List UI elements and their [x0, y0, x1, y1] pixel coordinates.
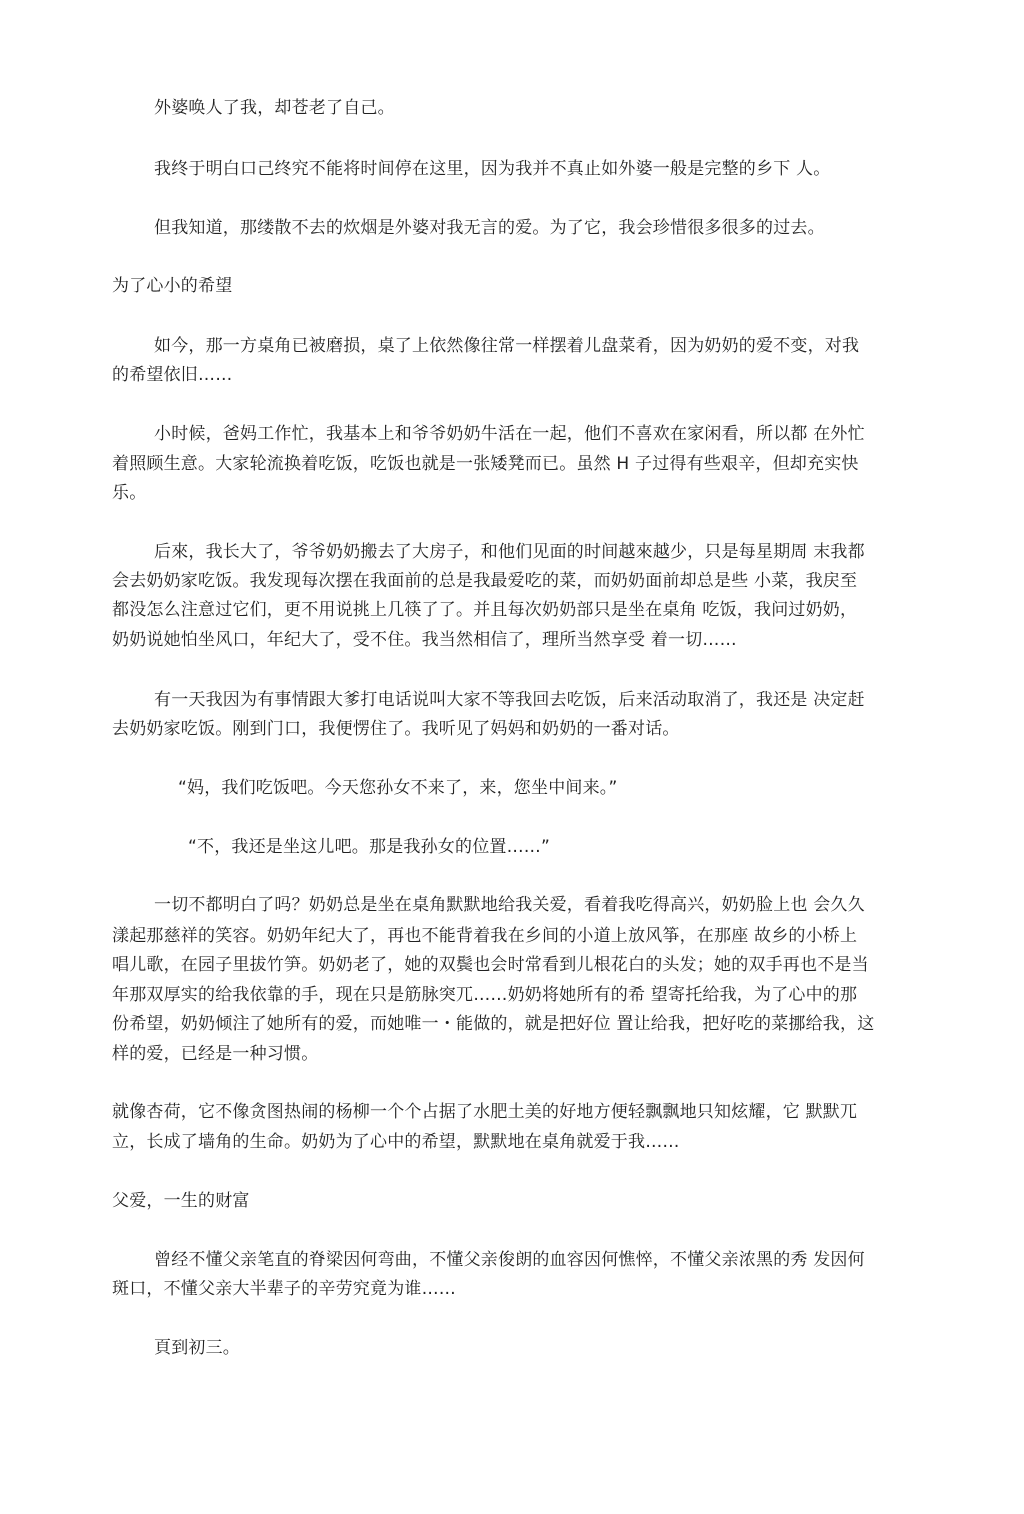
- paragraph-line: 如今，那一方桌角已被磨损，桌了上依然像往常一样摆着儿盘菜肴，因为奶奶的爱不变，对我: [154, 336, 860, 356]
- paragraph-line: 一切不都明白了吗？奶奶总是坐在桌角默默地给我关爱，看着我吃得高兴，奶奶脸上也 会久久: [154, 895, 865, 915]
- section-heading: 为了心小的希望: [112, 276, 233, 296]
- dialogue-line: “不，我还是坐这儿吧。那是我孙女的位置……”: [188, 837, 551, 857]
- paragraph-line: 都没怎么注意过它们，更不用说挑上几筷了了。并且每次奶奶部只是坐在桌角 吃饭，我问过奶奶，: [112, 600, 858, 620]
- paragraph-line: 份希望，奶奶倾注了她所有的爱，而她唯一・能做的，就是把好位 置让给我，把好吃的菜挪给我，这: [112, 1014, 875, 1034]
- dialogue-line: “妈，我们吃饭吧。今天您孙女不来了，来，您坐中间来。”: [178, 778, 618, 798]
- paragraph-line: 去奶奶家吃饭。刚到门口，我便愣住了。我听见了妈妈和奶奶的一番对话。: [112, 719, 680, 739]
- paragraph-line: 奶奶说她怕坐风口，年纪大了，受不住。我当然相信了，理所当然享受 着一切……: [112, 630, 737, 650]
- section-heading: 父爱，一生的财富: [112, 1191, 250, 1211]
- paragraph-line: 唱儿歌，在园子里拔竹笋。奶奶老了，她的双鬓也会时常看到儿根花白的头发；她的双手再也不是当: [112, 955, 869, 975]
- paragraph-line: 但我知道，那缕散不去的炊烟是外婆对我无言的爱。为了它，我会珍惜很多很多的过去。: [154, 218, 825, 238]
- paragraph-line: 立，长成了墙角的生命。奶奶为了心中的希望，默默地在桌角就爱于我……: [112, 1132, 680, 1152]
- paragraph-line: 后來，我长大了，爷爷奶奶搬去了大房子，和他们见面的时间越來越少，只是每星期周 末我都: [154, 542, 865, 562]
- paragraph-line: 年那双厚实的给我依靠的手，现在只是筋脉突兀……奶奶将她所有的希 望寄托给我，为了心中的那: [112, 985, 858, 1005]
- paragraph-line: 乐。: [112, 483, 147, 503]
- paragraph-line: 着照顾生意。大家轮流换着吃饭，吃饭也就是一张矮凳而已。虽然 H 子过得有些艰辛，但却充实快: [112, 454, 859, 474]
- paragraph-line: 漾起那慈祥的笑容。奶奶年纪大了，再也不能背着我在乡间的小道上放风筝，在那座 故乡的小桥上: [112, 926, 858, 946]
- paragraph-line: 外婆唤人了我，却苍老了自己。: [154, 98, 395, 118]
- paragraph-line: 样的爱，已经是一种习惯。: [112, 1044, 319, 1064]
- paragraph-line: 有一天我因为有事情跟大爹打电话说叫大家不等我回去吃饭，后来活动取消了，我还是 决定赶: [154, 690, 865, 710]
- paragraph-line: 頁到初三。: [154, 1338, 240, 1358]
- paragraph-line: 斑口，不懂父亲大半辈子的辛劳究竟为谁……: [112, 1279, 456, 1299]
- paragraph-line: 小时候，爸妈工作忙，我基本上和爷爷奶奶牛活在一起，他们不喜欢在家闲看，所以都 在外忙: [154, 424, 865, 444]
- paragraph-line: 就像杏荷，它不像贪图热闹的杨柳一个个占据了水肥土美的好地方便轻飘飘地只知炫耀，它 默默兀: [112, 1102, 858, 1122]
- paragraph-line: 的希望依旧……: [112, 365, 233, 385]
- paragraph-line: 我终于明白口己终究不能将时间停在这里，因为我并不真止如外婆一般是完整的乡下 人。: [154, 159, 831, 179]
- paragraph-line: 曾经不懂父亲笔直的脊梁因何弯曲，不懂父亲俊朗的血容因何憔悴，不懂父亲浓黑的秀 发因何: [154, 1250, 865, 1270]
- paragraph-line: 会去奶奶家吃饭。我发现每次摆在我面前的总是我最爱吃的菜，而奶奶面前却总是些 小菜，我戻至: [112, 571, 858, 591]
